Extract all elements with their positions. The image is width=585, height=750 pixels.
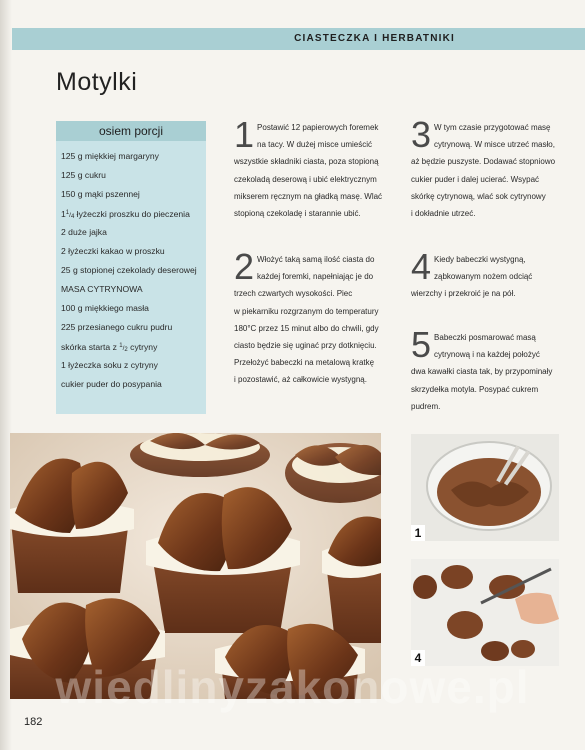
step-number: 5 xyxy=(411,324,432,365)
step-text-line: w piekarniku rozgrzanym do temperatury xyxy=(234,306,379,316)
cutting-cakes-illustration xyxy=(411,559,559,666)
step-text-line: trzech czwartych wysokości. Piec xyxy=(234,289,353,299)
fraction: $^1/_4$ xyxy=(65,210,75,220)
ingredient-num: 1 xyxy=(61,209,66,219)
page-number: 182 xyxy=(24,716,43,728)
step-text-line: i pozostawić, aż całkowicie wystygną. xyxy=(234,375,367,385)
section-title: CIASTECZKA I HERBATNIKI xyxy=(294,33,455,44)
ingredient-item xyxy=(61,166,206,185)
ingredient-item xyxy=(61,223,206,242)
step-4 xyxy=(411,246,576,303)
step-photo-1 xyxy=(411,434,559,541)
ingredient-item xyxy=(61,337,206,356)
ingredients-box xyxy=(56,121,206,414)
ingredient-list xyxy=(56,141,206,394)
step-text-line: W tym czasie przygotować masę xyxy=(434,123,551,132)
fraction: $^1/_2$ xyxy=(119,343,128,353)
ingredient-item xyxy=(61,356,206,375)
ingredient-item xyxy=(61,242,206,261)
ingredient-item xyxy=(61,204,206,223)
step-text-line: wierzchy i przekroić je na pół. xyxy=(411,289,516,299)
ingredient-text: 1 łyżeczka soku z cytryny xyxy=(61,360,158,370)
step-2 xyxy=(234,246,394,389)
watermark: wiedlinyzakonowe.pl xyxy=(55,661,530,713)
step-text-line: Postawić 12 papierowych foremek xyxy=(257,123,379,132)
step-photo-label: 4 xyxy=(411,650,425,666)
ingredient-item xyxy=(61,375,206,394)
ingredient-text: 125 g cukru xyxy=(61,170,106,180)
ingredient-text: 2 łyżeczki kakao w proszku xyxy=(61,246,165,256)
ingredient-text: 225 przesianego cukru pudru xyxy=(61,322,173,332)
ingredient-text: 2 duże jajka xyxy=(61,227,107,237)
ingredient-item xyxy=(61,261,206,280)
ingredient-text: MASA CYTRYNOWA xyxy=(61,284,143,294)
ingredient-item xyxy=(61,280,206,299)
ingredient-text: 100 g miękkiego masła xyxy=(61,303,149,313)
step-text-line: cytrynową i na każdej położyć xyxy=(434,350,540,360)
mixing-bowl-illustration xyxy=(411,434,559,541)
ingredient-text: 150 g mąki pszennej xyxy=(61,189,140,199)
step-text-line: dwa kawałki ciasta tak, by przypominały xyxy=(411,367,553,377)
step-text-line: Przełożyć babeczki na metalową kratkę xyxy=(234,358,375,368)
step-text-line: cukier puder i dalej ucierać. Wsypać xyxy=(411,174,540,184)
ingredient-rest: łyżeczki proszku do pieczenia xyxy=(74,209,190,219)
step-text-line: mikserem ręcznym na gładką masę. Wlać xyxy=(234,191,383,201)
step-text-line: na tacy. W dużej misce umieścić xyxy=(257,140,373,150)
step-photo-4 xyxy=(411,559,559,666)
ingredient-fsub: 2 xyxy=(124,347,128,353)
ingredient-rest: cytryny xyxy=(127,342,158,352)
step-number: 1 xyxy=(234,114,255,155)
ingredient-item xyxy=(61,318,206,337)
ingredient-item xyxy=(61,185,206,204)
step-text-line: ząbkowanym nożem odciąć xyxy=(434,272,533,282)
step-number: 4 xyxy=(411,246,432,287)
step-text-line: każdej foremki, napełniając je do xyxy=(257,272,374,282)
ingredient-item xyxy=(61,147,206,166)
step-5 xyxy=(411,324,576,415)
step-number: 3 xyxy=(411,114,432,155)
step-text-line: skórkę cytrynową, wlać sok cytrynowy xyxy=(411,191,546,201)
step-text-line: 180°C przez 15 minut albo do chwili, gdy xyxy=(234,323,379,333)
ingredient-pre: skórka starta z xyxy=(61,342,120,352)
step-text-line: cytrynową. W misce utrzeć masło, xyxy=(434,140,555,150)
step-text-line: wszystkie składniki ciasta, poza stopioną xyxy=(234,157,379,167)
ingredient-fsup: 1 xyxy=(65,210,70,216)
ingredient-text: 125 g miękkiej margaryny xyxy=(61,151,159,161)
servings-header: osiem porcji xyxy=(56,121,206,141)
step-1 xyxy=(234,114,394,222)
recipe-title: Motylki xyxy=(56,68,138,96)
step-text-line: czekoladą deserową i ubić elektrycznym xyxy=(234,174,377,184)
step-text-line: ciasto będzie się uginać przy dotknięciu. xyxy=(234,341,377,351)
step-number: 2 xyxy=(234,246,255,287)
step-text-line: Włożyć taką samą ilość ciasta do xyxy=(257,255,375,264)
step-text-line: Kiedy babeczki wystygną, xyxy=(434,255,526,264)
step-text-line: aż będzie puszyste. Dodawać stopniowo xyxy=(411,157,556,167)
step-photo-label: 1 xyxy=(411,525,425,541)
ingredient-fsup: 1 xyxy=(119,343,123,349)
step-3 xyxy=(411,114,576,222)
ingredient-text: 25 g stopionej czekolady deserowej xyxy=(61,265,197,275)
step-text-line: skrzydełka motyla. Posypać cukrem xyxy=(411,384,539,394)
step-text-line: Babeczki posmarować masą xyxy=(434,333,536,342)
ingredient-item xyxy=(61,299,206,318)
step-text-line: pudrem. xyxy=(411,401,441,411)
step-text-line: stopioną czekoladę i starannie ubić. xyxy=(234,209,361,219)
ingredient-fsub: 4 xyxy=(70,214,75,220)
step-text-line: i dokładnie utrzeć. xyxy=(411,209,476,219)
ingredient-text: cukier puder do posypania xyxy=(61,379,162,389)
